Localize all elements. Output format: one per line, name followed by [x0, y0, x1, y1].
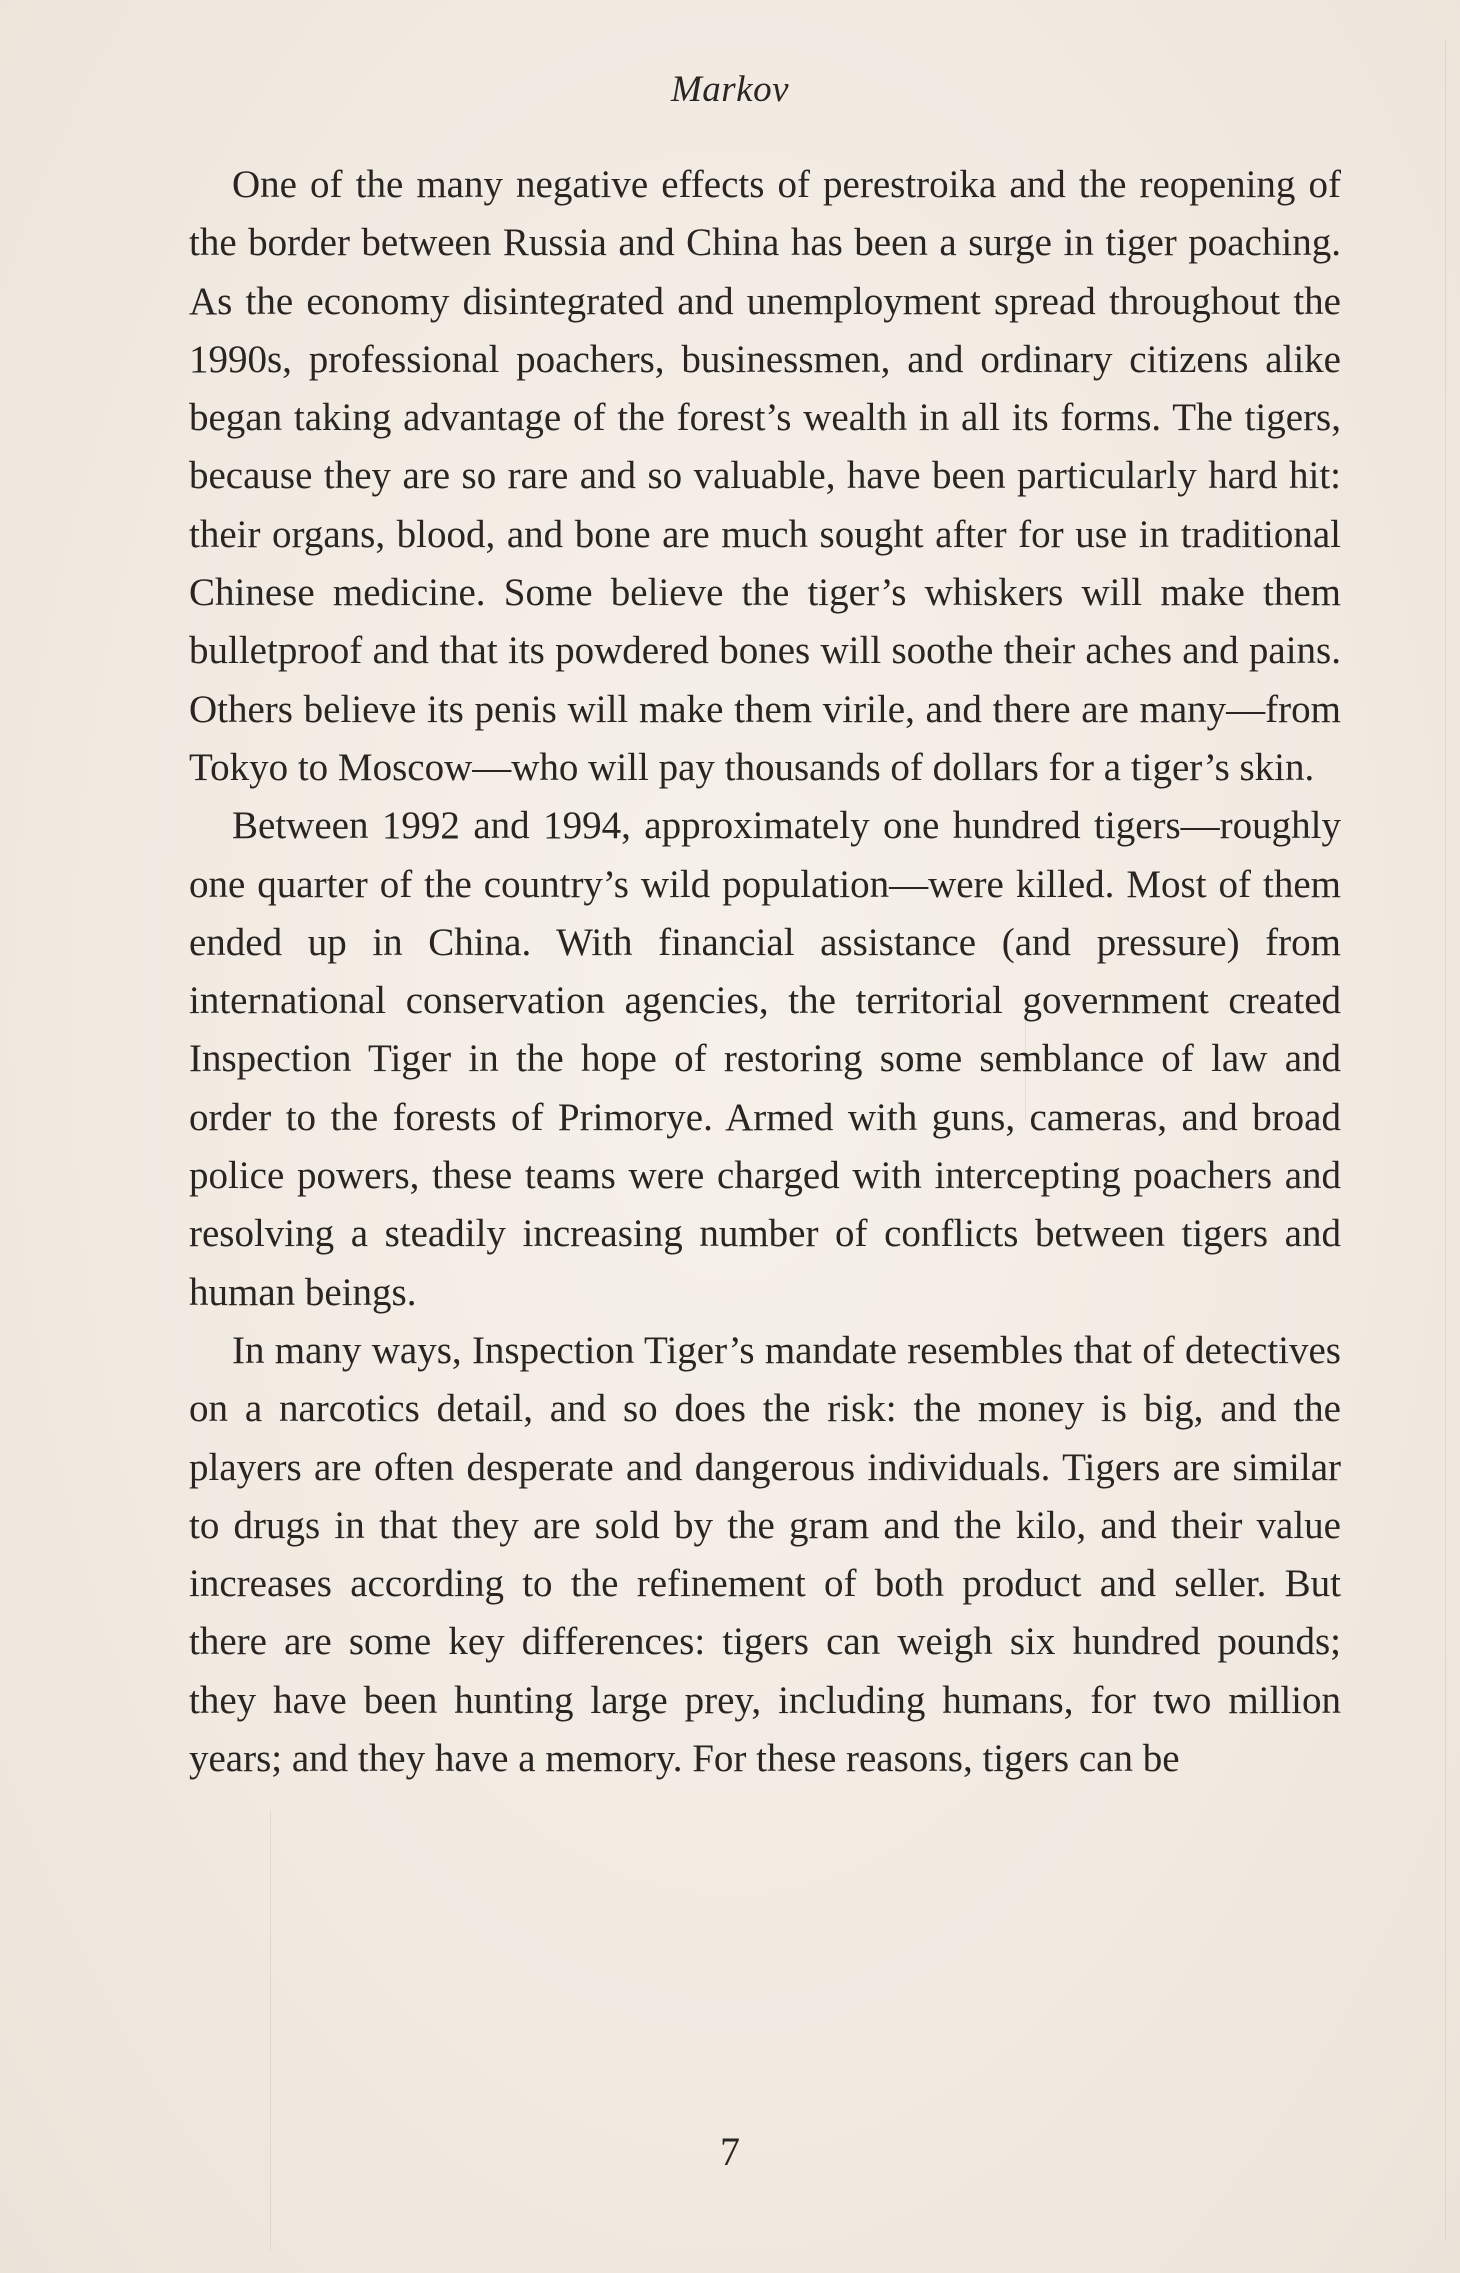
running-head: Markov	[670, 69, 790, 110]
body-text	[189, 156, 1341, 1788]
page-number: 7	[720, 2129, 740, 2174]
paragraph: In many ways, Inspection Tiger’s mandate resembles that of detectives on a narcotics detail, and so does the risk: the money is big, and the players are often desperate and dangerous individuals. Tigers are similar to drugs in that they are sold by the gram and the kilo, and their value increases according to the refinement of both product and seller. But there are some key differences: tigers can weigh six hundred pounds; they have been hunting large prey, including humans, for two million years; and they have a memory. For these reasons, tigers can be	[189, 1328, 1341, 1781]
paragraph: Between 1992 and 1994, approximately one hundred tigers—roughly one quarter of the country’s wild population—were killed. Most of them ended up in China. With financial assistance (and pressure) from international conservation agencies, the territorial government created Inspection Tiger in the hope of restoring some semblance of law and order to the forests of Primorye. Armed with guns, cameras, and broad police powers, these teams were charged with intercepting poachers and resolving a steadily increasing number of conflicts between tigers and human beings.	[189, 804, 1341, 1314]
paragraph: One of the many negative effects of perestroika and the reopening of the border between Russia and China has been a surge in tiger poaching. As the economy disintegrated and unemployment spread throughout the 1990s, professional poachers, businessmen, and ordinary citizens alike began taking advantage of the forest’s wealth in all its forms. The tigers, because they are so rare and so valuable, have been particularly hard hit: their organs, blood, and bone are much sought after for use in traditional Chinese medicine. Some believe the tiger’s whiskers will make them bulletproof and that its powdered bones will soothe their aches and pains. Others believe its penis will make them virile, and there are many—from Tokyo to Moscow—who will pay thousands of dollars for a tiger’s skin.	[189, 163, 1341, 789]
scan-artifact	[270, 1810, 271, 2250]
scan-artifact	[1445, 40, 1446, 2240]
